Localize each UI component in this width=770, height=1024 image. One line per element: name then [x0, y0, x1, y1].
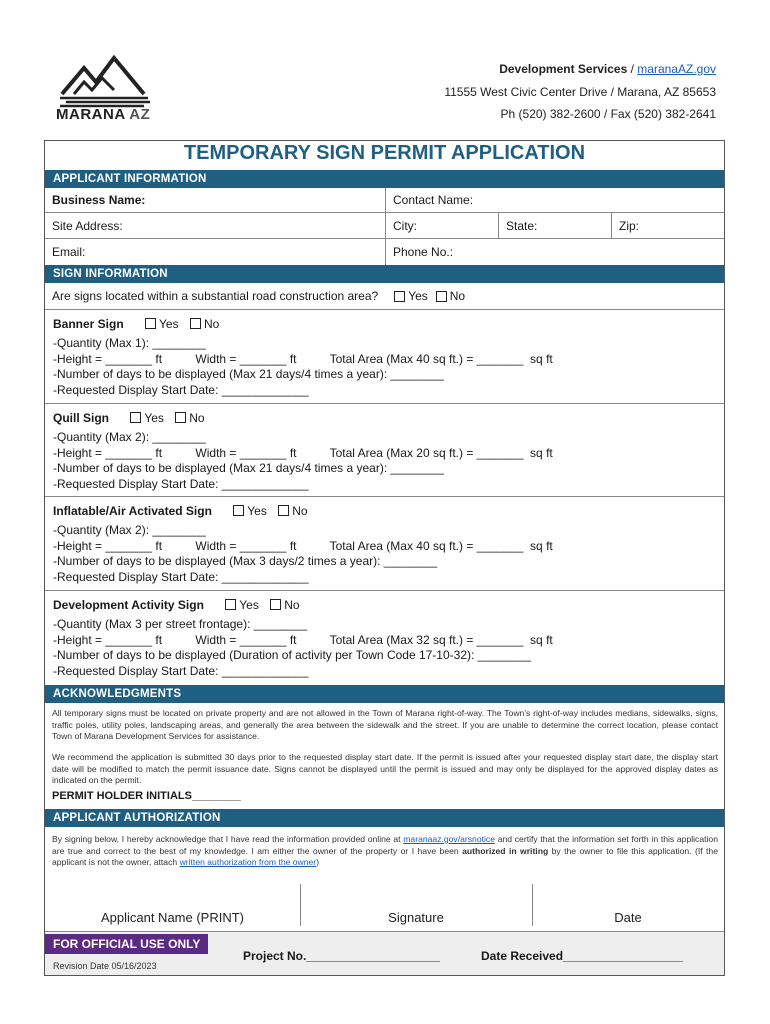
- website-link[interactable]: maranaAZ.gov: [637, 62, 716, 76]
- written-authorization-link[interactable]: written authorization from the owner: [179, 857, 317, 867]
- separator: /: [627, 62, 638, 76]
- inflatable-quantity: -Quantity (Max 2): ________: [53, 523, 206, 537]
- signature-field[interactable]: Signature: [388, 910, 444, 925]
- quill-start-date: -Requested Display Start Date: _____________: [53, 476, 309, 491]
- permit-holder-initials[interactable]: PERMIT HOLDER INITIALS________: [52, 790, 241, 802]
- inflatable-sign-block: [45, 497, 724, 591]
- quill-sign-title: Quill Sign: [53, 411, 109, 425]
- site-address-field[interactable]: Site Address:: [52, 218, 123, 233]
- quill-quantity: -Quantity (Max 2): ________: [53, 430, 206, 444]
- yes-label: Yes: [159, 317, 179, 331]
- phone-line: Ph (520) 382-2600 / Fax (520) 382-2641: [500, 107, 716, 121]
- yes-label: Yes: [239, 598, 259, 612]
- arsnotice-link[interactable]: maranaaz.gov/arsnotice: [403, 834, 495, 844]
- development-sign-block: [45, 591, 724, 684]
- official-use-label: FOR OFFICIAL USE ONLY: [45, 934, 208, 954]
- logo-suffix: AZ: [129, 106, 151, 123]
- contact-line-1: [499, 62, 716, 76]
- banner-yes-checkbox[interactable]: [145, 318, 156, 329]
- email-field[interactable]: Email:: [52, 245, 86, 259]
- city-field[interactable]: City:: [385, 213, 498, 238]
- logo-wordmark: [56, 106, 150, 123]
- row-address: [45, 213, 724, 239]
- construction-no-checkbox[interactable]: [436, 291, 447, 302]
- auth-text-4: ): [316, 857, 320, 867]
- row-construction: [45, 283, 724, 310]
- inflatable-start-date: -Requested Display Start Date: _____________: [53, 569, 309, 584]
- address-line: 11555 West Civic Center Drive / Marana, AZ 85653: [444, 85, 716, 99]
- banner-days: -Number of days to be displayed (Max 21 days/4 times a year): ________: [53, 367, 444, 381]
- zip-field[interactable]: Zip:: [611, 213, 724, 238]
- construction-yes-checkbox[interactable]: [394, 291, 405, 302]
- state-field[interactable]: State:: [498, 213, 611, 238]
- section-applicant-information: APPLICANT INFORMATION: [45, 170, 724, 188]
- inflatable-days: -Number of days to be displayed (Max 3 days/2 times a year): ________: [53, 554, 438, 568]
- development-yes-checkbox[interactable]: [225, 599, 236, 610]
- revision-date: Revision Date 05/16/2023: [53, 961, 157, 971]
- date-field[interactable]: Date: [614, 910, 642, 925]
- section-applicant-authorization: APPLICANT AUTHORIZATION: [45, 809, 724, 827]
- applicant-name-field[interactable]: Applicant Name (PRINT): [100, 910, 245, 925]
- date-received-field[interactable]: Date Received__________________: [481, 949, 684, 963]
- department-name: Development Services: [499, 62, 628, 76]
- auth-text-1: By signing below, I hereby acknowledge that I have read the information provided online at: [52, 834, 404, 844]
- banner-no-checkbox[interactable]: [190, 318, 201, 329]
- phone-field[interactable]: Phone No.:: [385, 239, 724, 265]
- inflatable-no-checkbox[interactable]: [278, 505, 289, 516]
- no-label: No: [189, 411, 205, 425]
- inflatable-dimensions: -Height = _______ ft Width = _______ ft Total Area (Max 40 sq ft.) = _______ sq ft: [53, 538, 553, 553]
- auth-text-3: by the owner to file this application. (If the applicant is not the owner, attach: [52, 845, 718, 867]
- no-label: No: [292, 504, 308, 518]
- yes-label: Yes: [247, 504, 267, 518]
- development-start-date: -Requested Display Start Date: _____________: [53, 663, 309, 678]
- no-label: No: [449, 289, 466, 303]
- ack-paragraph-1: All temporary signs must be located on private property and are not allowed in the Town of Marana right-of-way. The Town's right-of-way includes medians, sidewalks, signs, traffic poles, utility poles, landscaping areas, and generally the area between the sidewalk and the street. If you are unable to determine the correct location, please contact Town of Marana Development Services for assistance.: [52, 708, 718, 741]
- row-email: [45, 239, 724, 265]
- section-acknowledgments: ACKNOWLEDGMENTS: [45, 685, 724, 703]
- quill-no-checkbox[interactable]: [175, 412, 186, 423]
- section-sign-information: SIGN INFORMATION: [45, 265, 724, 283]
- quill-days: -Number of days to be displayed (Max 21 days/4 times a year): ________: [53, 461, 444, 475]
- logo-text: MARANA: [56, 106, 126, 123]
- form-title: TEMPORARY SIGN PERMIT APPLICATION: [183, 142, 586, 164]
- banner-sign-title: Banner Sign: [53, 317, 124, 331]
- inflatable-yes-checkbox[interactable]: [233, 505, 244, 516]
- development-no-checkbox[interactable]: [270, 599, 281, 610]
- signature-row: [45, 884, 724, 932]
- project-number-field[interactable]: Project No.____________________: [243, 949, 440, 963]
- row-business: [45, 188, 724, 213]
- official-use-section: [45, 932, 724, 975]
- quill-yes-checkbox[interactable]: [130, 412, 141, 423]
- no-label: No: [203, 317, 220, 331]
- yes-label: Yes: [408, 289, 428, 303]
- no-label: No: [284, 598, 300, 612]
- development-days: -Number of days to be displayed (Duration of activity per Town Code 17-10-32): ________: [53, 648, 532, 662]
- banner-sign-block: [45, 310, 724, 404]
- authorization-paragraph: [52, 834, 718, 869]
- banner-dimensions: -Height = _______ ft Width = _______ ft Total Area (Max 40 sq ft.) = _______ sq ft: [53, 351, 553, 366]
- banner-quantity: -Quantity (Max 1): ________: [53, 336, 206, 350]
- quill-dimensions: -Height = _______ ft Width = _______ ft Total Area (Max 20 sq ft.) = _______ sq ft: [53, 445, 553, 460]
- development-sign-title: Development Activity Sign: [53, 598, 204, 612]
- auth-bold-text: authorized in writing: [462, 845, 549, 856]
- quill-sign-block: [45, 404, 724, 497]
- development-quantity: -Quantity (Max 3 per street frontage): ________: [53, 617, 308, 631]
- development-dimensions: -Height = _______ ft Width = _______ ft Total Area (Max 32 sq ft.) = _______ sq ft: [53, 632, 553, 647]
- inflatable-sign-title: Inflatable/Air Activated Sign: [53, 504, 212, 518]
- construction-question: [45, 283, 724, 309]
- contact-name-field[interactable]: Contact Name:: [385, 188, 724, 212]
- yes-label: Yes: [144, 411, 164, 425]
- ack-paragraph-2: We recommend the application is submitted 30 days prior to the requested display start date. If the permit is issued after your requested display start date, the display start date will be modified to match the permit issuance date. Signs cannot be displayed until the permit is issued and may only be displayed for the approved display dates as indicated on the permit.: [52, 752, 718, 785]
- banner-start-date: -Requested Display Start Date: _____________: [53, 382, 309, 397]
- business-name-field[interactable]: Business Name:: [52, 193, 146, 207]
- auth-text-2: and certify that the information set forth in this application are true and correct to the best of my knowledge. I am either the owner of the property or I have been: [52, 834, 718, 856]
- construction-question-text: Are signs located within a substantial road construction area?: [52, 289, 379, 303]
